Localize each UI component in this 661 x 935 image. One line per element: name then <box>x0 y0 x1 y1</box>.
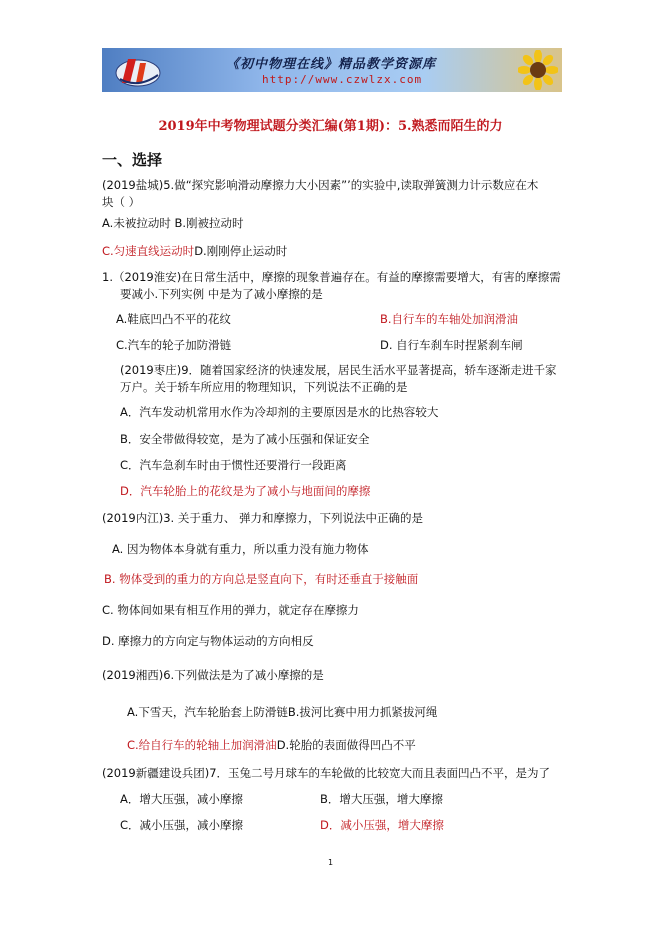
page-number: 1 <box>327 858 334 867</box>
q6-option-c: C．减小压强，减小摩擦 <box>120 818 244 832</box>
q6-stem: (2019新疆建设兵团)7．玉兔二号月球车的车轮做的比较宽大而且表面凹凸不平，是为了 <box>102 766 551 780</box>
q5-option-c-answer: C.给自行车的轮轴上加润滑油 <box>127 738 277 752</box>
q1-stem-line2: 块（ ） <box>102 195 141 209</box>
q2-option-a: A.鞋底凹凸不平的花纹 <box>116 312 231 326</box>
q5-option-d: D.轮胎的表面做得凹凸不平 <box>276 738 416 752</box>
q3-stem-line2: 万户。关于轿车所应用的物理知识，下列说法不正确的是 <box>120 380 408 394</box>
q1-options-cd <box>102 244 287 258</box>
document-title: 2019年中考物理试题分类汇编(第1期)：5.熟悉而陌生的力 <box>158 119 503 134</box>
q1-option-d: D.刚刚停止运动时 <box>194 244 288 258</box>
q3-option-b: B．安全带做得较宽，是为了减小压强和保证安全 <box>120 432 370 446</box>
q3-stem-line1: (2019枣庄)9．随着国家经济的快速发展，居民生活水平显著提高，轿车逐渐走进千家 <box>120 363 557 377</box>
q1-option-c-answer: C.匀速直线运动时 <box>102 244 195 258</box>
q2-option-d: D. 自行车刹车时捏紧刹车闸 <box>380 338 523 352</box>
q6-option-b: B．增大压强，增大摩擦 <box>320 792 443 806</box>
section-heading: 一、选择 <box>102 151 163 169</box>
q6-option-d-answer: D．减小压强，增大摩擦 <box>320 818 444 832</box>
q2-option-b-answer: B.自行车的车轴处加润滑油 <box>380 312 519 326</box>
q4-stem: (2019内江)3. 关于重力、 弹力和摩擦力，下列说法中正确的是 <box>102 511 424 525</box>
header-banner <box>102 48 562 92</box>
q5-stem: (2019湘西)6.下列做法是为了减小摩擦的是 <box>102 668 324 682</box>
sunflower-icon <box>518 50 558 90</box>
q3-option-c: C．汽车急刹车时由于惯性还要滑行一段距离 <box>120 458 347 472</box>
q1-stem-line1: (2019盐城)5.做“探究影响滑动摩擦力大小因素”’的实验中,读取弹簧测力计示数应在木 <box>102 178 539 192</box>
q1-options-ab: A.未被拉动时 B.刚被拉动时 <box>102 216 244 230</box>
q2-stem-line1: 1.（2019淮安)在日常生活中，摩擦的现象普遍存在。有益的摩擦需要增大，有害的摩擦需 <box>102 270 561 284</box>
q3-option-d-answer: D．汽车轮胎上的花纹是为了减小与地面间的摩擦 <box>120 484 371 498</box>
q5-options-ab: A.下雪天，汽车轮胎套上防滑链B.拔河比赛中用力抓紧拔河绳 <box>127 705 438 719</box>
q4-option-a: A. 因为物体本身就有重力，所以重力没有施力物体 <box>112 542 369 556</box>
q3-option-a: A．汽车发动机常用水作为冷却剂的主要原因是水的比热容较大 <box>120 405 439 419</box>
site-logo <box>114 53 162 89</box>
q4-option-d: D. 摩擦力的方向定与物体运动的方向相反 <box>102 634 314 648</box>
q2-option-c: C.汽车的轮子加防滑链 <box>116 338 232 352</box>
q6-option-a: A．增大压强，减小摩擦 <box>120 792 243 806</box>
q5-options-cd <box>127 738 416 752</box>
q2-stem-line2: 要减小.下列实例 中是为了减小摩擦的是 <box>120 287 323 301</box>
q4-option-b-answer: B. 物体受到的重力的方向总是竖直向下，有时还垂直于接触面 <box>104 572 419 586</box>
banner-title: 《初中物理在线》精品教学资源库 <box>226 57 437 72</box>
banner-url[interactable]: http://www.czwlzx.com <box>262 73 423 86</box>
q4-option-c: C. 物体间如果有相互作用的弹力，就定存在摩擦力 <box>102 603 359 617</box>
